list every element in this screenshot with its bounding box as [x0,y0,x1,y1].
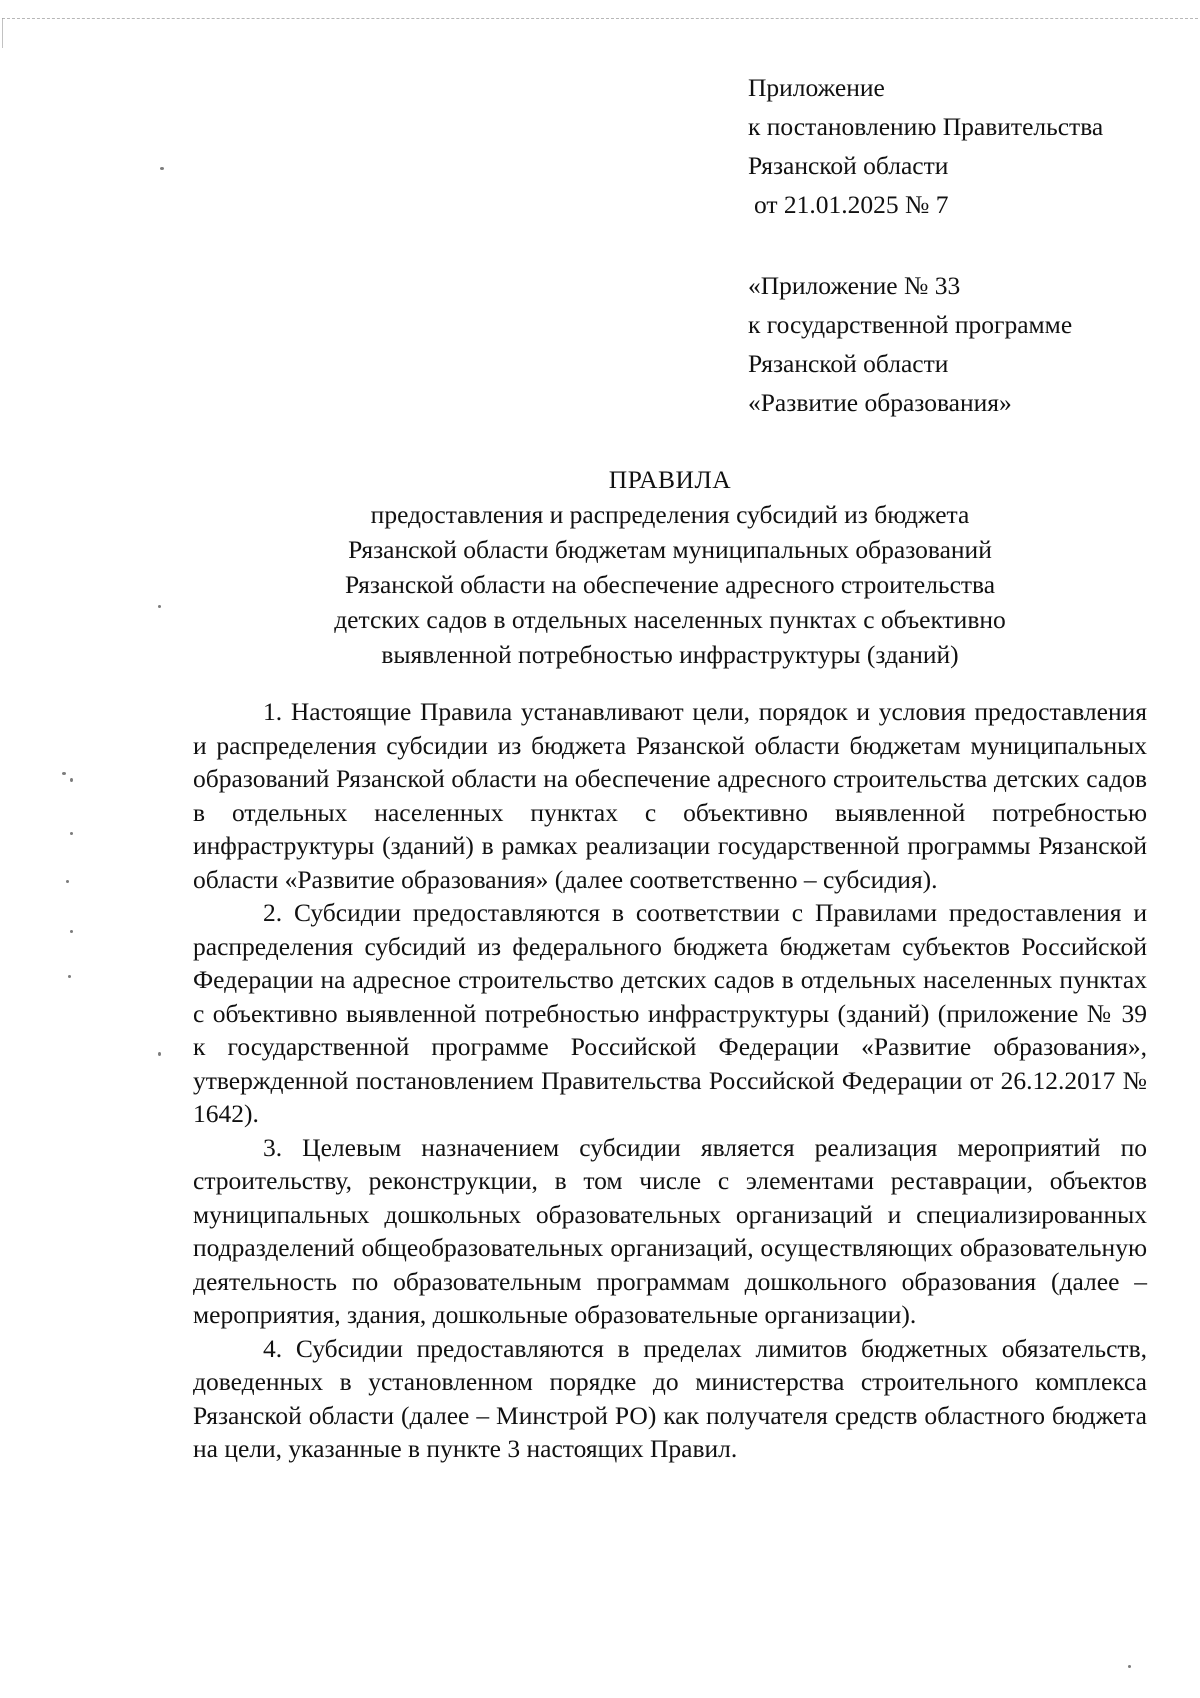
program-appendix-line: «Развитие образования» [748,388,1012,417]
title-subtitle-line: детских садов в отдельных населенных пунктах с объективно [334,605,1006,634]
document-body [193,695,1147,1466]
scan-speck [1128,1665,1131,1668]
appendix-header-date: от 21.01.2025 № 7 [754,190,949,219]
paragraph-2: 2. Субсидии предоставляются в соответствии с Правилами предоставления и распределения субсидий из федерального бюджета бюджетам субъектов Российской Федерации на адресное строительство детских садов в отдельных населенных пунктах с объективно выявленной потребностью инфраструктуры (зданий) (приложение № 39 к государственной программе Российской Федерации «Развитие образования», утвержденной постановлением Правительства Российской Федерации от 26.12.2017 № 1642). [193,898,1147,1128]
program-appendix-line: Рязанской области [748,349,949,378]
scan-speck [70,778,73,782]
document-title [190,462,1150,672]
scan-speck [158,605,161,608]
program-appendix-line: к государственной программе [748,310,1073,339]
paragraph-4: 4. Субсидии предоставляются в пределах лимитов бюджетных обязательств, доведенных в установленном порядке до министерства строительного комплекса Рязанской области (далее – Минстрой РО) как получателя средств областного бюджета на цели, указанные в пункте 3 настоящих Правил. [193,1333,1147,1463]
program-appendix-header [748,266,1168,422]
paragraph-3: 3. Целевым назначением субсидии является реализация мероприятий по строительству, реконструкции, в том числе с элементами реставрации, объектов муниципальных дошкольных образовательных организаций и специализированных подразделений общеобразовательных организаций, осуществляющих образовательную деятельность по образовательным программам дошкольного образования (далее – мероприятия, здания, дошкольные образовательные организации). [193,1132,1147,1329]
scan-speck [70,930,73,933]
scan-speck [160,167,164,170]
scan-speck [70,832,73,835]
scan-speck [62,772,66,775]
appendix-header-line: к постановлению Правительства [748,112,1104,141]
title-subtitle-line: Рязанской области на обеспечение адресного строительства [344,570,996,599]
title-subtitle-line: Рязанской области бюджетам муниципальных образований [348,535,992,564]
scan-border-top [2,18,1198,19]
title-subtitle-line: выявленной потребностью инфраструктуры (зданий) [381,640,959,669]
appendix-header-line: Приложение [748,73,885,102]
scan-speck [68,975,71,978]
scan-speck [66,880,69,883]
scan-speck [158,1052,161,1056]
program-appendix-line: «Приложение № 33 [748,271,961,300]
title-main: ПРАВИЛА [608,465,732,494]
title-subtitle-line: предоставления и распределения субсидий из бюджета [370,500,970,529]
appendix-header [748,68,1168,224]
scan-border-left [2,18,3,48]
appendix-header-line: Рязанской области [748,151,949,180]
paragraph-1: 1. Настоящие Правила устанавливают цели, порядок и условия предоставления и распределения субсидии из бюджета Рязанской области бюджетам муниципальных образований Рязанской области на обеспечение адресного строительства детских садов в отдельных населенных пунктах с объективно выявленной потребностью инфраструктуры (зданий) в рамках реализации государственной программы Рязанской области «Развитие образования» (далее соответственно – субсидия). [193,697,1147,894]
